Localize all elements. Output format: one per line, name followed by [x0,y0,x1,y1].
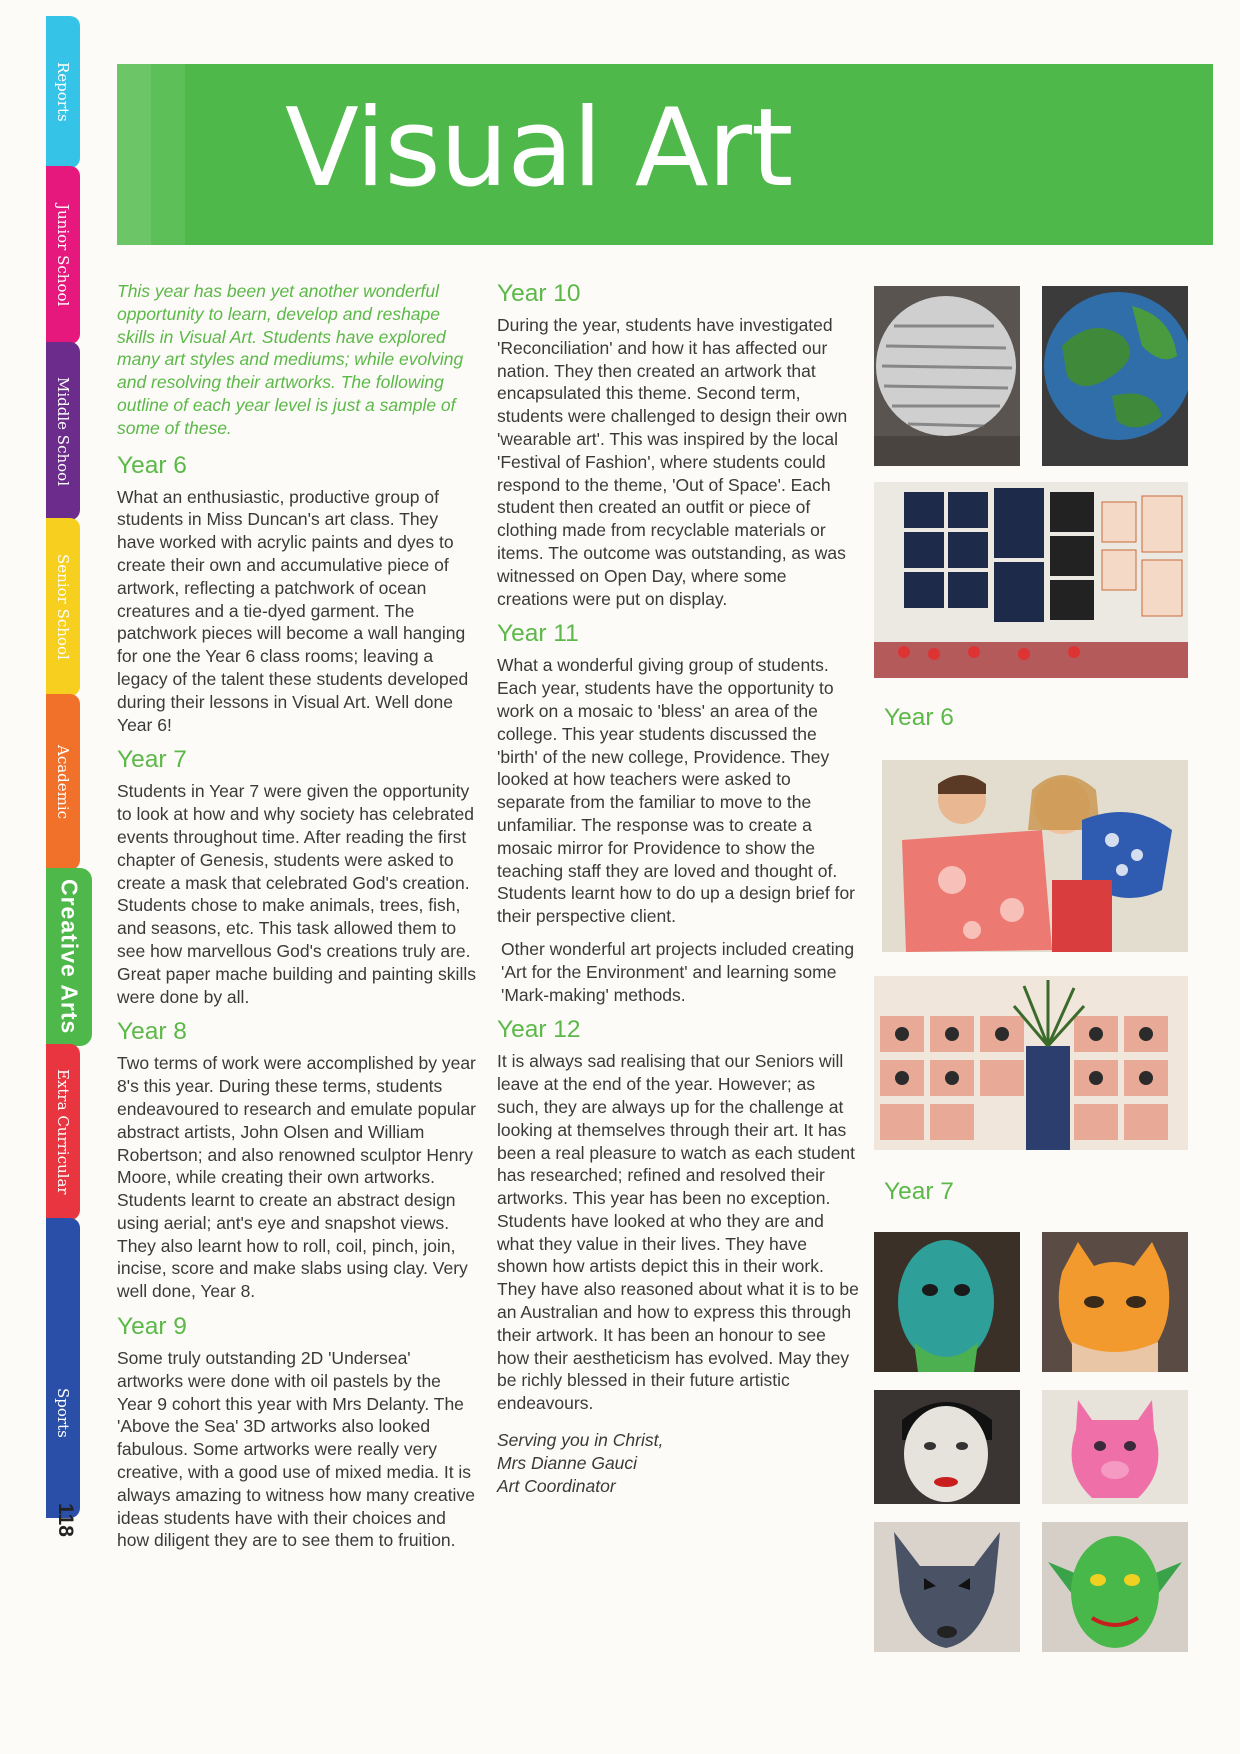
title-banner [117,64,1213,245]
heading-year8: Year 8 [117,1018,187,1046]
page-number [50,1490,80,1550]
heading-year10: Year 10 [497,280,581,307]
tab-creative-arts[interactable] [46,868,92,1046]
heading-year6: Year 6 [117,451,187,479]
tab-label: Middle School [54,376,72,486]
body-year11: What a wonderful giving group of students. Each year, students have the opportunity to work on a mosaic to 'bless' an area of the college. This year students discussed the 'birth' of the new college, Providence. They looked at how teachers were asked to separate from the familiar to move to the unfamiliar. The response was to create a mosaic mirror for Providence to show the teaching staff they are loved and thought of. Students learnt how to do up a design brief for their perspective client. [497,655,856,927]
body-year9: Some truly outstanding 2D 'Undersea' artworks were done with oil pastels by the Year 9 cohort this year with Mrs Delanty. The 'Above the Sea' 3D artworks also looked fabulous. Some artworks were really very creative, with a good use of mixed media. It is always amazing to witness how many creative ideas students have with their choices and how diligent they are to see them to fruition. [117,1348,475,1551]
tab-label: Creative Arts [56,879,83,1035]
body-year11-extra: Other wonderful art projects included creating 'Art for the Environment' and learning some 'Mark-making' methods. [501,938,855,1005]
signoff-line: Serving you in Christ, [497,1430,664,1451]
photo-mask-green-dragon [1042,1522,1188,1652]
photo-ocean-patchwork [874,976,1188,1150]
caption-year7: Year 7 [884,1178,954,1205]
column-middle [497,280,861,1497]
tab-middle-school[interactable] [46,342,80,520]
body-year10: During the year, students have investigated 'Reconciliation' and how it has affected our nation. They then created an artwork that encapsulated this theme. Second term, students were challenged to design their own 'wearable art'. This was inspired by the local 'Festival of Fashion', where students could respond to the theme, 'Out of Space'. Each student then created an outfit or piece of clothing made from recyclable materials or items. The outcome was outstanding, as was witnessed on Open Day, where some creations were put on display. [497,315,848,609]
banner-stripe [151,64,185,245]
tab-sports[interactable] [46,1218,80,1518]
heading-year12: Year 12 [497,1016,581,1044]
tab-junior-school[interactable] [46,166,80,344]
tab-senior-school[interactable] [46,518,80,696]
column-left [117,280,477,1562]
signoff [497,1429,861,1497]
photo-mask-orange-cat [1042,1232,1188,1372]
banner-stripe [117,64,151,245]
body-year12: It is always sad realising that our Seniors will leave at the end of the year. However; as such, they are always up for the challenge at looking at themselves through their art. It has been a real pleasure to watch as each student has researched; refined and resolved their artworks. This year has been no exception. Students have looked at who they are and what they value in their lives. They have shown how artists depict this in their work. They have also reasoned about what it is to be an Australian and how to express this through their artwork. It has been an honour to see how their aestheticism has evolved. May they be richly blessed in their future artistic endeavours. [497,1051,859,1414]
tab-label: Junior School [54,203,72,307]
photo-mask-green-fish [874,1232,1020,1372]
body-year6: What an enthusiastic, productive group of students in Miss Duncan's art class. They have worked with acrylic paints and dyes to create their own and accumulative piece of artwork, reflecting a patchwork of ocean creatures and a tie-dyed garment. The patchwork pieces will become a wall hanging for one the Year 6 class rooms; leaving a legacy of the talent these students developed during their lessons in Visual Art. Well done Year 6! [117,486,469,735]
tab-academic[interactable] [46,694,80,870]
photo-newspaper-globe [874,286,1020,466]
photo-mask-pink-pig [1042,1390,1188,1504]
intro-paragraph: This year has been yet another wonderful opportunity to learn, develop and reshape skills in Visual Art. Students have explored many art styles and mediums; while evolving and resolving their artworks. The following outline of each year level is just a sample of some of these. [117,281,464,438]
tab-reports[interactable] [46,16,80,168]
heading-year9: Year 9 [117,1313,187,1341]
photo-earth-globe [1042,286,1188,466]
photo-mask-face-red-lips [874,1390,1020,1504]
signoff-name: Mrs Dianne Gauci [497,1452,638,1473]
heading-year11: Year 11 [497,620,579,648]
heading-year7: Year 7 [117,746,187,774]
signoff-title: Art Coordinator [497,1475,616,1496]
tab-label: Academic [54,744,72,820]
page-number-text: 118 [54,1503,77,1537]
tab-label: Sports [54,1388,72,1438]
tab-extra-curricular[interactable] [46,1044,80,1220]
body-year7: Students in Year 7 were given the opportunity to look at how and why society has celebrated events throughout time. After reading the first chapter of Genesis, students were asked to create a mask that celebrated God's creation. Students chose to make animals, trees, fish, and seasons, etc. This task allowed them to see how marvellous God's creations truly are. Great paper mache building and painting skills were done by all. [117,781,476,1007]
photo-mask-grey-wolf [874,1522,1020,1652]
body-year8: Two terms of work were accomplished by year 8's this year. During these terms, students endeavoured to research and emulate popular abstract artists, John Olsen and William Robertson; and also renowned sculptor Henry Moore, while creating their own artworks. Students learnt to create an abstract design using aerial; ant's eye and snapshot views. They also learnt how to roll, coil, pinch, join, incise, score and make slabs using clay. Very well done, Year 8. [117,1053,476,1302]
photo-art-display-wall [874,482,1188,678]
caption-year6: Year 6 [884,704,954,731]
page-title: Visual Art [285,86,793,211]
photo-tie-dye-students [882,760,1188,952]
tab-label: Senior School [54,554,72,660]
tab-label: Reports [54,62,72,122]
tab-label: Extra Curricular [54,1069,72,1195]
